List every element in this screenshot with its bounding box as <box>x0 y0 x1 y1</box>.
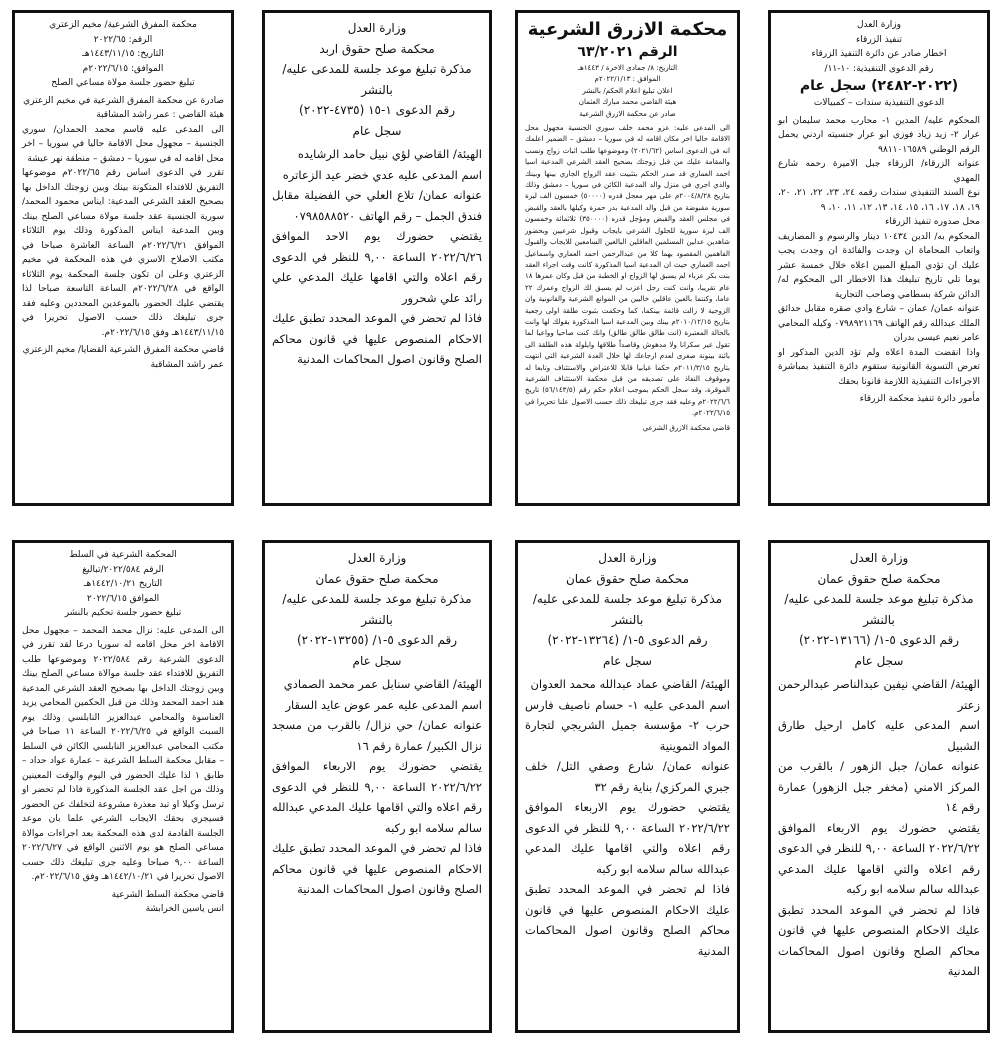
notice-header-line: محكمة صلح حقوق اربد <box>319 41 435 56</box>
notice-header-line: وزارة العدل <box>347 21 407 35</box>
notice-paragraph: يقتضي حضورك يوم الاربعاء الموافق ٢٠٢٢/٦/٢٢ الساعة ٩,٠٠ للنظر في الدعوى رقم اعلاه والتي اقامها عليك المدعي عبدالله سالم سلامه ابو ركبه <box>525 800 730 876</box>
notice-subheader-line: صادر عن محكمة الازرق الشرعية <box>579 108 676 118</box>
notice-paragraph: الى المدعى عليه قاسم محمد الحمدان/ سوري الجنسية – مجهول محل الاقامة حاليا في سوريا – اخر محل اقامه له في سوريا – دمشق – منطقة نهر عيشة <box>22 124 224 164</box>
notice-paragraph: عنوانه عمان/ عمان – شارع وادي صقره مقابل حدائق الملك عبدالله رقم الهاتف ٠٧٩٨٩٢١١٦٩ وكيله المحامي عامر نعيم عيسى بدران <box>778 304 981 343</box>
notice-header-line: وزارة العدل <box>347 551 407 565</box>
notice-subheader-line: الموافق : ٢٠٢٢/١/١٣م <box>594 74 661 84</box>
notice-header-line: المحكمة الشرعية في السلط <box>69 550 177 560</box>
notice-paragraph: تقرر في الدعوى اساس رقم ٢٠٢٢/٦٥م موضوعها التفريق للافتداء المتكونة بينك وبين زوجتك الداخل بها بصحيح العقد الشرعي المدعية: ايناس محمود المحمد/ سورية الجنسية عقد جلسة مولاة مساعي الصلح بينك وبين المدعية ايناس المذكورة وذلك يوم الثلاثاء الموافق ٢٠٢٢/٦/٢١م الساعة العاشرة صباحا في مكتب الاصلاح الاسري في هذه المحكمة في مخيم الزعتري وعلى ان تكون جلسة المحكمة يوم الثلاثاء الواقع في ٢٠٢٢/٦/٢٨م الساعة التاسعة صباحا لذا يقتضي عليك الحضور بالموعدين المحددين وعليه فقد جرى تبليغك ذلك حسب الاصول تحريرا في ١٤٤٣/١١/١٥هـ وفق ٢٠٢٢/٦/١٥م. <box>22 168 225 338</box>
notice-paragraph: عنوانه عمان/ شارع وصفي التل/ خلف جبري المركزي/ بناية رقم ٣٢ <box>525 759 730 794</box>
notice-header-line: اخطار صادر عن دائرة التنفيذ الزرقاء <box>811 49 947 59</box>
notice-paragraph: صادرة عن محكمة المفرق الشرعية في مخيم الزعتري <box>23 95 224 106</box>
notice-azraq-sharia-court <box>515 10 740 506</box>
notice-header-line: تبليغ حضور جلسة تحكيم بالنشر <box>64 608 182 618</box>
notice-header-line: التاريخ: ١٤٤٣/١١/١٥هـ <box>82 49 164 59</box>
notice-paragraph: محل صدوره تنفيذ الزرقاء <box>885 217 980 227</box>
notice-paragraph: المحكوم به/ الدين ١٠٤٣٤ دينار والرسوم و المصاريف واتعاب المحاماة ان وجدت والفائدة ان وجدت يجب عليك ان تؤدي المبلغ المبين اعلاه خلال خمسة عشر يوما تلي تاريخ تبليغك هذا الاخطار الى المحكوم له/ الدائن شركة بسطامي وصاحب التجارية <box>778 231 980 300</box>
notice-paragraph: اسم المدعى عليه ١- حسام ناصيف فارس حرب ٢- مؤسسة جميل الشريجي لتجارة المواد التموينية <box>525 697 731 753</box>
notice-header-line: سجل عام <box>854 653 904 668</box>
notice-header-line: محكمة صلح حقوق عمان <box>565 571 690 586</box>
notice-header-line: محكمة صلح حقوق عمان <box>315 571 439 586</box>
notice-header-line: تبليغ حضور جلسة مولاة مساعي الصلح <box>51 78 195 88</box>
notice-paragraph: يقتضي حضورك يوم الاربعاء الموافق ٢٠٢٢/٦/٢٢ الساعة ٩,٠٠ للنظر في الدعوى رقم اعلاه والتي اقامها عليك المدعي عبدالله سالم سلامه ابو ركبه <box>778 820 980 896</box>
notice-amman-magistrate-13255 <box>262 540 492 1033</box>
notice-paragraph: عنوانه الزرقاء/ الزرقاء جبل الاميرة رحمه شارع المهدي <box>778 159 980 184</box>
notice-irbid-magistrate <box>262 10 492 506</box>
notice-paragraph: الهيئة/ القاضي سنابل عمر محمد الصمادي <box>283 677 482 691</box>
notices-row-bottom <box>0 540 1000 1033</box>
notice-subheader-line: اعلان تبليغ اعلام الحكم/ بالنشر <box>582 85 673 95</box>
notice-paragraph: الهيئة/ القاضي نيفين عبدالناصر عبدالرحمن زعتر <box>778 677 980 712</box>
notice-paragraph: فاذا لم تحضر في الموعد المحدد تطبق عليك الاحكام المنصوص عليها في قانون محاكم الصلح وقانون اصول المحاكمات المدنية <box>272 311 482 366</box>
notice-header-line: محكمة المفرق الشرعية/ مخيم الزعتري <box>49 20 197 30</box>
notice-mafraq-zaatari <box>12 10 234 506</box>
notice-header-line: التاريخ ١٤٤٢/١٠/٢١هـ <box>83 579 163 589</box>
notice-header-line: سجل عام <box>352 123 402 138</box>
notice-paragraph: يقتضي حضورك يوم الاحد الموافق ٢٠٢٢/٦/٢٦ الساعة ٩,٠٠ للنظر في الدعوى رقم اعلاه والتي اقامها عليك المدعي علي رائد علي شحرور <box>272 229 482 305</box>
notice-header-line: رقم الدعوى التنفيذية: ١٠-١١/ <box>824 63 934 74</box>
notice-zarqa-execution <box>768 10 990 506</box>
notice-paragraph: هيئة القاضي : عمر راشد المشاقبة <box>96 110 224 120</box>
notice-paragraph: فاذا لم تحضر في الموعد المحدد تطبق عليك الاحكام المنصوص عليها في قانون محاكم الصلح وقانون اصول المحاكمات المدنية <box>778 902 980 978</box>
notice-paragraph: عنوانه عمان/ جبل الزهور / بالقرب من المركز الامني (مخفر جبل الزهور) عمارة رقم ١٤ <box>778 759 980 814</box>
notice-paragraph: نوع السند التنفيذي سندات رقمه ٢٤، ٢٣، ٢٢، ٢١، ٢٠، ١٩، ١٨، ١٧، ١٦، ١٥، ١٤، ١٣، ١٢، ١١، ١٠، ٩ <box>778 188 981 213</box>
notice-header-line: وزارة العدل <box>598 551 657 565</box>
notice-header-line: الموافق ٢٠٢٢/٦/١٥ <box>86 593 160 604</box>
notice-header-line: الموافق: ٢٠٢٢/٦/١٥م <box>82 63 164 74</box>
notice-paragraph: اسم المدعى عليه كامل ارحيل طارق الشبيل <box>778 718 980 753</box>
notice-header-line: وزارة العدل <box>849 551 909 565</box>
notice-title: محكمة الازرق الشرعية <box>527 19 728 40</box>
notice-header-line: رقم الدعوى ٥-١/ (١٣٢٥٥-٢٠٢٢) <box>296 633 458 647</box>
notice-signature: انس ياسين الخرابشة <box>145 904 224 914</box>
notice-paragraph: عنوانه عمان/ حي نزال/ بالقرب من مسجد نزال الكبير/ عمارة رقم ١٦ <box>272 718 482 753</box>
notice-header-line: رقم الدعوى ٥-١/ (١٣٢٦٤-٢٠٢٢) <box>547 633 708 647</box>
notice-paragraph: عنوانه عمان/ تلاع العلي حي الفضيلة مقابل فندق الجمل – رقم الهاتف ٠٧٩٨٥٨٨٥٢٠ <box>272 188 482 223</box>
notice-paragraph: الى المدعى عليه: نزال محمد المحمد – مجهول محل الاقامة اخر محل اقامه له سوريا درعا لقد تقرر في الدعوى الشرعية رقم ٢٠٢٢/٥٨٤ وموضوعها طلب التفريق للافتداء عقد جلسة موالاة مساعي الصلح بينك وبين زوجتك الداخل بها بصحيح العقد الشرعي المدعية هند احمد المحمد وذلك من قبل الحكمين المحامي يزيد العناسوة والمحامي عبدالعزيز النابلسي وذلك يوم السبت الواقع في ٢٠٢٢/٦/٢٥ الساعة ١١ صباحا في مكتب المحامي عبدالعزيز النابلسي الكائن في السلط – مقابل محكمة السلط الشرعية – عمارة عواد حداد – طابق ١ لذا عليك الحضور في اليوم والوقت المعينين وذلك من اجل عقد الجلسة المذكورة فاذا لم تحضر او ترسل وكيلا او تبد معذرة مشروعة لتخلفك عن الحضور فسيجري بحقك الايجاب الشرعي علما بان موعد الجلسة القادمة لدى هذه المحكمة بعد اجراءات موالاة مساعي الصلح هو يوم الاثنين الواقع في ٢٠٢٢/٦/٢٧ الساعة ٩,٠٠ صباحا وعليه جرى تبليغك ذلك حسب الاصول تحريرا في ١٤٤٢/١٠/٢١هـ وفق ٢٠٢٢/٦/١٥م. <box>22 625 224 882</box>
notices-row-top <box>0 10 1000 506</box>
notice-paragraph: الى المدعى عليه: عزو محمد خلف سوري الجنسية مجهول محل الاقامة حاليا اخر مكان اقامه له في سوريا – دمشق – الضمير اعلمك انه في الدعوى اساس (٢٠٢١/٦٢) وموضوعها طلب اثبات زواج ونسب والمقامة عليك من قبل زوجتك بصحيح العقد الشرعي المدعية اسيا احمد العماري قد صدر الحكم بتثبيت عقد الزواج الجاري بينها وبينك والذي اجري في منزل والد المدعية الكائن في سوريا – دمشق وذلك بتاريخ ٢٠٠٤/٨/٢٨م على مهر معجل قدره (٥٠٠٠٠) خمسون الف ليرة سورية مقبوضة من قبل والد المدعية بدر حمزة وكيلها بالعقد والقبض في مجلس العقد والقبض ومؤجل قدره (٣٥٠٠٠٠) ثلاثمائة وخمسون الف ليرة سورية للحلول الشرعي بايجاب وقبول شرعيين وبحضور شاهدين عدلين المسلمين العاقلين البالغين السامعين للايجاب والقبول الفاهمين المقصود بهما كلا من عبدالرحمن احمد العماري واسماعيل احمد العماري حيث ان المدعية اسيا المذكورة كانت وقت اجراء العقد بنت بكر عزباء لم يسبق لها الزواج او الخطبة من قبل وكان عمرها ١٨ عام تقريبا، وانت كنت رجل اعزب لم يسبق لك الزواج وعمرك ٢٢ عاما، وكنتما بالغين عاقلين خاليين من الموانع الشرعية والقانونية وان الزوجية لا زالت قائمة بينكما، كما وحكمت بثبوت طلقة اولى رجعية بتاريخ ٢٠١٠/١٢/١٥م بينك وبين المدعية اسيا المذكورة بقولك لها وانت بالحالة المعتبرة (انت طالق طالق طالق) وانك كنت صاحيا وواعيا لما تقول غير سكرانا ولا مدهوش وقاصداً طلاقها وايلولة هذه الطلقة الى بائنة بينونة صغرى لعدم ارجاعك لها خلال العدة الشرعية التي انتهت بتاريخ ٢٠١١/٣/١٥م حكما غيابيا قابلا للاعتراض والاستئناف وتابعا له وموقوف النفاذ على تصديقه من قبل محكمة الاستئناف الشرعية الموقرة، وقد سجل الحكم بموجب اعلام حكم رقم (٥٦/١٤٣/٥) تاريخ ٢٠٢٢/٦/٦م وعليه فقد جرى تبليغك ذلك حسب الاصول علنا تحريرا في ٢٠٢٢/٦/١٥م. <box>525 123 730 418</box>
notice-signature: مأمور دائرة تنفيذ محكمة الزرقاء <box>859 394 980 404</box>
notice-salt-sharia-court <box>12 540 234 1033</box>
notice-paragraph: فاذا لم تحضر في الموعد المحدد تطبق عليك الاحكام المنصوص عليها في قانون محاكم الصلح وقانون اصول المحاكمات المدنية <box>525 882 730 958</box>
notice-header-line: وزارة العدل <box>857 20 901 30</box>
notice-header-line: مذكرة تبليغ موعد جلسة للمدعى عليه/ بالنشر <box>282 62 472 97</box>
notice-paragraph: يقتضي حضورك يوم الاربعاء الموافق ٢٠٢٢/٦/٢٢ الساعة ٩,٠٠ للنظر في الدعوى رقم اعلاه والتي اقامها عليك المدعي عبدالله سالم سلامه ابو ركبه <box>272 759 482 835</box>
notice-paragraph: الهيئة/ القاضي عماد عبدالله محمد العدوان <box>530 677 730 691</box>
notice-subheader-line: الدعوى التنفيذية سندات – كمبيالات <box>813 98 945 108</box>
notice-subheader-line: التاريخ: ٨/ جمادى الاخرة / ١٤٤٣هـ <box>577 63 678 72</box>
notice-paragraph: اسم المدعى عليه عمر عوض عايد السقار <box>285 697 482 712</box>
notice-header-line: مذكرة تبليغ موعد جلسة للمدعى عليه/ بالنشر <box>282 592 472 627</box>
notice-signature: قاضي محكمة السلط الشرعية <box>111 889 224 900</box>
notice-amman-magistrate-13166 <box>768 540 990 1033</box>
notice-paragraph: المحكوم عليه/ المدين ١- محارب محمد سليمان ابو عرار ٢- زيد زياد فوزي ابو عرار جنسيته اردني يحمل الرقم الوطني ٩٨١١٠١٦٥٨٩ <box>778 115 981 155</box>
notice-header-line: مذكرة تبليغ موعد جلسة للمدعى عليه/ بالنشر <box>532 592 723 627</box>
notice-header-line: محكمة صلح حقوق عمان <box>817 571 941 586</box>
notice-signature: قاضي محكمة المفرق الشرعية القضايا/ مخيم الزعتري <box>22 345 224 355</box>
notice-signature: عمر راشد المشاقبة <box>150 359 224 370</box>
notice-title: الرقم ٦٣/٢٠٢١ <box>577 44 678 60</box>
notice-paragraph: اسم المدعى عليه عدي خضر عيد الزعاتره <box>282 167 482 182</box>
notice-amman-magistrate-13264 <box>515 540 740 1033</box>
notice-title: (٢٠٢٢-٢٤٨٢) سجل عام <box>799 78 959 94</box>
notice-header-line: سجل عام <box>603 653 652 668</box>
notice-signature: قاضي محكمة الازرق الشرعي <box>642 422 730 432</box>
notice-header-line: تنفيذ الزرقاء <box>856 34 902 45</box>
notice-paragraph: فاذا لم تحضر في الموعد المحدد تطبق عليك الاحكام المنصوص عليها في قانون محاكم الصلح وقانون اصول المحاكمات المدنية <box>272 841 482 896</box>
notice-subheader-line: هيئة القاضي محمد مبارك العثمان <box>578 97 677 107</box>
notice-paragraph: الهيئة/ القاضي لؤي نبيل حامد الرشايده <box>297 147 482 161</box>
notice-header-line: مذكرة تبليغ موعد جلسة للمدعى عليه/ بالنشر <box>784 592 974 627</box>
notice-header-line: الرقم ٢٠٢٢/٥٨٤/تباليغ <box>82 564 164 575</box>
notice-header-line: سجل عام <box>352 653 402 668</box>
notice-header-line: رقم الدعوى ٥-١/ (١٣١٦٦-٢٠٢٢) <box>798 633 960 647</box>
notice-paragraph: واذا انقضت المدة اعلاه ولم تؤد الدين المذكور او تعرض التسوية القانونية ستقوم دائرة التنفيذ بمباشرة الاجراءات التنفيذية اللازمة قانونا بحقك <box>778 347 980 387</box>
notice-header-line: رقم الدعوى ١-١٥ (٤٧٣٥-٢٠٢٢) <box>299 103 455 117</box>
notice-header-line: الرقم: ٢٠٢٢/٦٥ <box>93 34 153 45</box>
